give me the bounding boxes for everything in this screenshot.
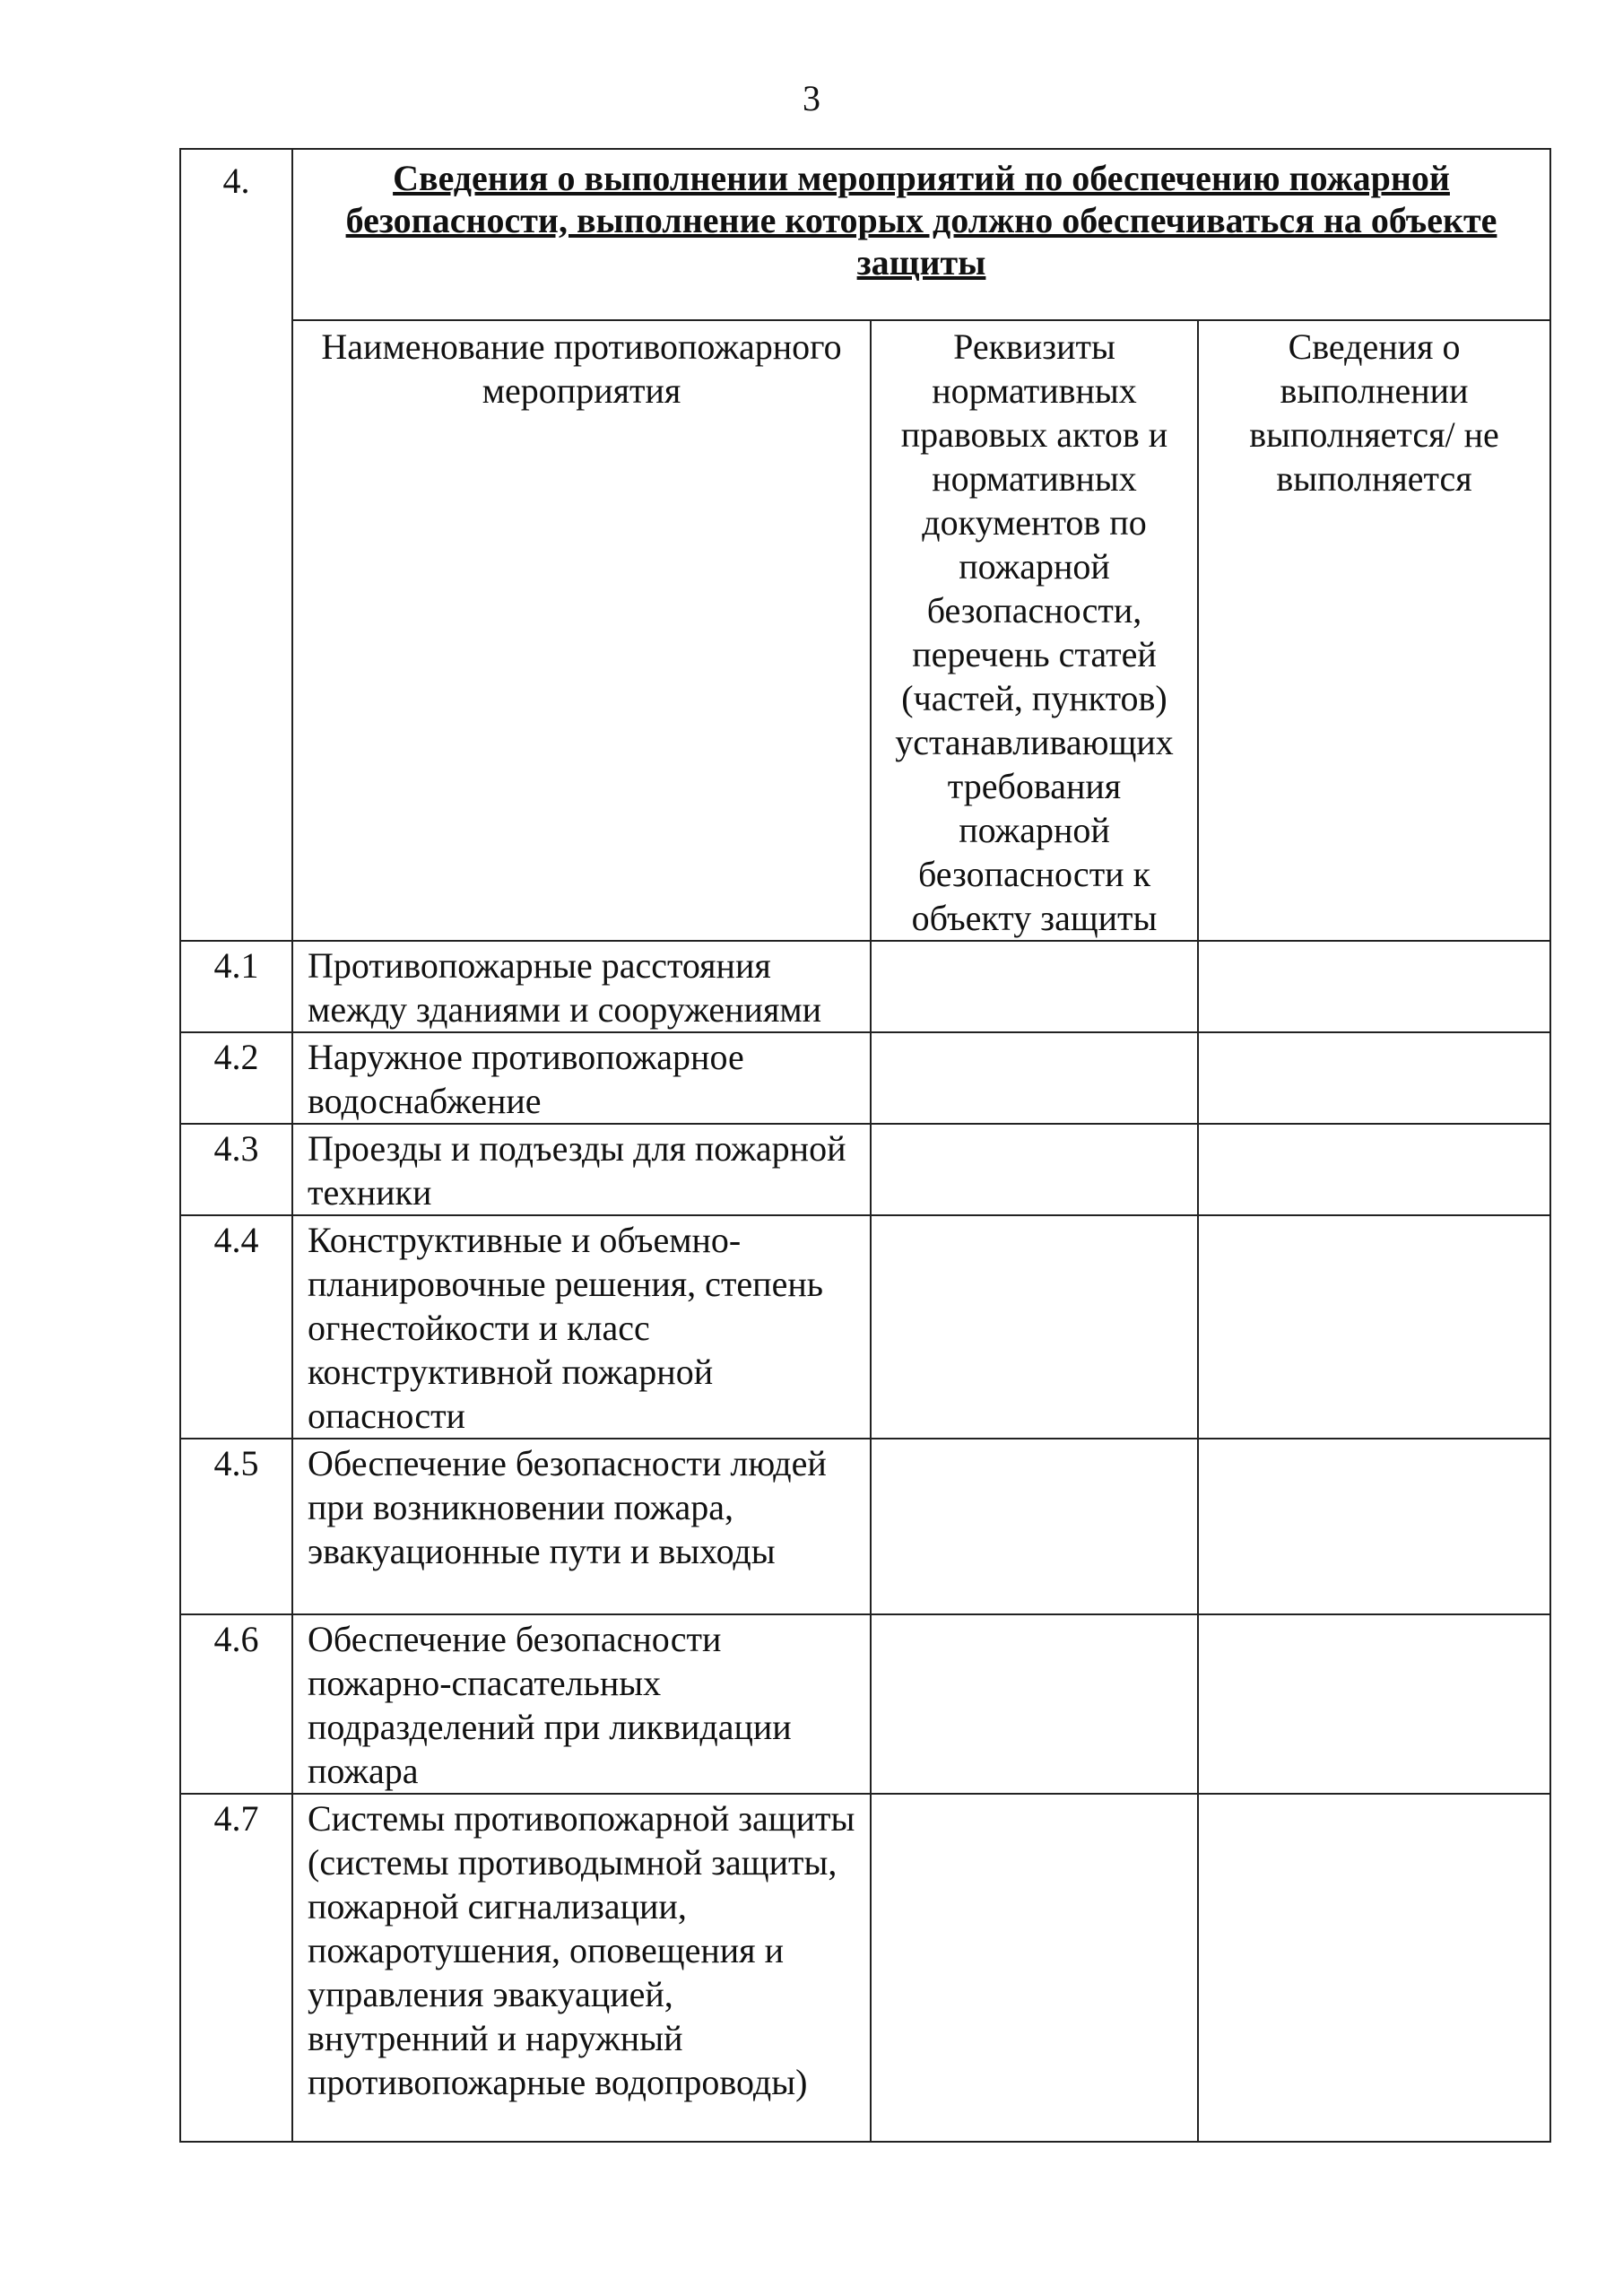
- column-header-name: Наименование противопожарного мероприятия: [292, 320, 871, 941]
- measure-name: Системы противопожарной защиты (системы противодымной защиты, пожарной сигнализации, пожаротушения, оповещения и управления эвакуацией, внутренний и наружный противопожарные водопроводы): [292, 1794, 871, 2142]
- measure-name: Наружное противопожарное водоснабжение: [292, 1032, 871, 1124]
- section-number: 4.: [180, 149, 292, 941]
- page-number: 3: [803, 78, 820, 118]
- measure-name: Конструктивные и объемно-планировочные решения, степень огнестойкости и класс конструктивной пожарной опасности: [292, 1215, 871, 1439]
- column-header-requisites: Реквизиты нормативных правовых актов и нормативных документов по пожарной безопасности, перечень статей (частей, пунктов) устанавливающих требования пожарной безопасности к объекту защиты: [871, 320, 1198, 941]
- measure-name: Обеспечение безопасности людей при возникновении пожара, эвакуационные пути и выходы: [292, 1439, 871, 1614]
- status-cell: [1198, 1794, 1550, 2142]
- row-number: 4.6: [180, 1614, 292, 1794]
- requisites-cell: [871, 1439, 1198, 1614]
- requisites-cell: [871, 1215, 1198, 1439]
- row-number: 4.3: [180, 1124, 292, 1215]
- status-cell: [1198, 1124, 1550, 1215]
- row-number: 4.1: [180, 941, 292, 1032]
- status-cell: [1198, 1032, 1550, 1124]
- table-row: [180, 1614, 1550, 1794]
- column-header-row: [180, 320, 1550, 941]
- requisites-cell: [871, 1124, 1198, 1215]
- row-number: 4.7: [180, 1794, 292, 2142]
- table-row: [180, 1794, 1550, 2142]
- table-row: [180, 1124, 1550, 1215]
- status-cell: [1198, 1614, 1550, 1794]
- requisites-cell: [871, 941, 1198, 1032]
- requisites-cell: [871, 1614, 1198, 1794]
- table-row: [180, 1215, 1550, 1439]
- row-number: 4.2: [180, 1032, 292, 1124]
- requisites-cell: [871, 1032, 1198, 1124]
- column-header-status: Сведения о выполнении выполняется/ не выполняется: [1198, 320, 1550, 941]
- section-title: Сведения о выполнении мероприятий по обеспечению пожарной безопасности, выполнение которых должно обеспечиваться на объекте защиты: [292, 149, 1550, 320]
- table-row: [180, 941, 1550, 1032]
- requisites-cell: [871, 1794, 1198, 2142]
- status-cell: [1198, 1215, 1550, 1439]
- fire-safety-measures-table: [179, 148, 1551, 2143]
- measure-name: Противопожарные расстояния между зданиями и сооружениями: [292, 941, 871, 1032]
- measure-name: Обеспечение безопасности пожарно-спасательных подразделений при ликвидации пожара: [292, 1614, 871, 1794]
- row-number: 4.4: [180, 1215, 292, 1439]
- status-cell: [1198, 941, 1550, 1032]
- status-cell: [1198, 1439, 1550, 1614]
- row-number: 4.5: [180, 1439, 292, 1614]
- measure-name: Проезды и подъезды для пожарной техники: [292, 1124, 871, 1215]
- table-row: [180, 1032, 1550, 1124]
- table-row: [180, 1439, 1550, 1614]
- section-title-row: [180, 149, 1550, 320]
